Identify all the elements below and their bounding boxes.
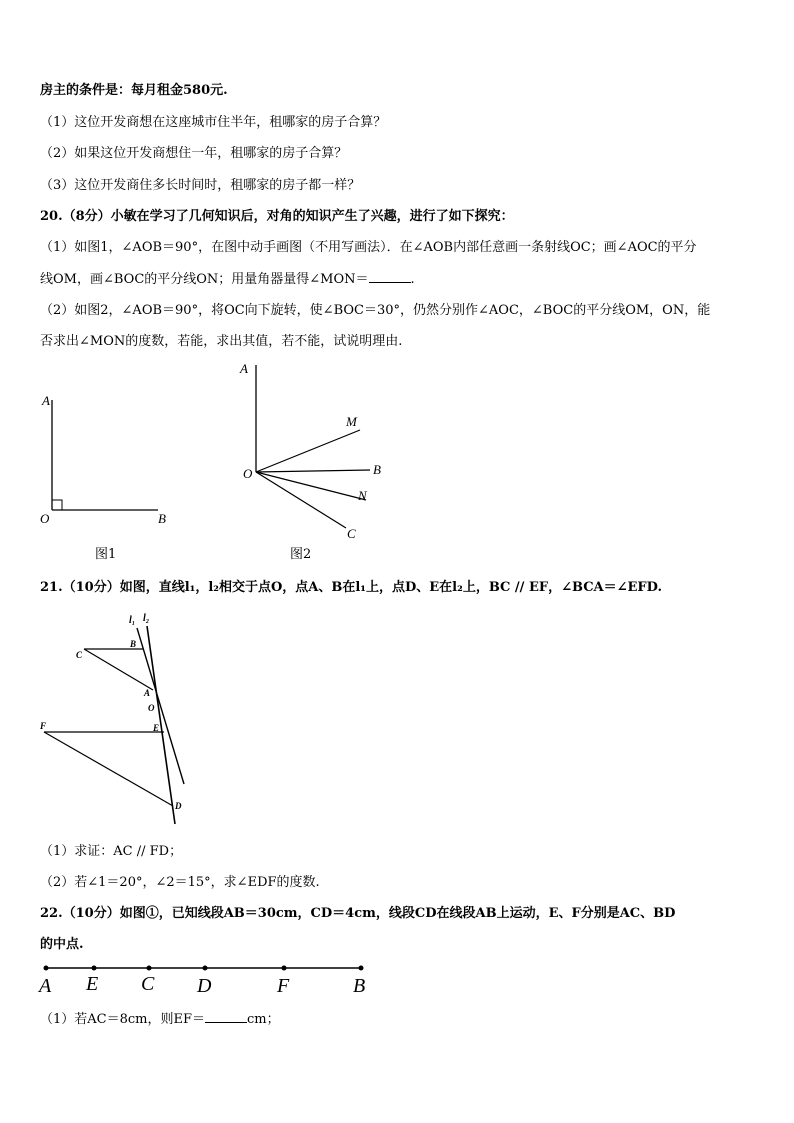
figure2-label-m: M <box>346 414 357 429</box>
figure22-label-a: A <box>39 975 52 997</box>
figure-2-angle-bisectors <box>236 360 396 545</box>
question-22-heading: 22.（10分）如图①，已知线段AB＝30cm，CD＝4cm，线段CD在线段AB上运动，E、F分别是AC、BD <box>40 906 676 921</box>
figure2-label-a: A <box>240 361 248 376</box>
question-20-part1-line1: （1）如图1，∠AOB＝90°，在图中动手画图（不用写画法）．在∠AOB内部任意画一条射线OC；画∠AOC的平分 <box>40 240 697 255</box>
question-20-part1-text: 线OM，画∠BOC的平分线ON；用量角器量得∠MON＝ <box>40 272 369 287</box>
figure2-caption: 图2 <box>290 547 312 562</box>
question-22-part1 <box>40 1010 280 1029</box>
question-22-heading-cont: 的中点. <box>40 937 84 952</box>
question-22-part1-unit: cm； <box>247 1012 280 1027</box>
figure21-label-o: O <box>148 703 155 713</box>
figure21-label-l1: l₁ <box>129 615 136 626</box>
question-22-part1-text: （1）若AC＝8cm，则EF＝ <box>40 1012 205 1027</box>
figure22-label-b: B <box>353 975 366 997</box>
question-20-heading: 20.（8分）小敏在学习了几何知识后，对角的知识产生了兴趣，进行了如下探究： <box>40 209 514 224</box>
figure21-label-c: C <box>76 650 83 660</box>
question-20-part2-line2: 否求出∠MON的度数，若能，求出其值，若不能，试说明理由. <box>40 334 403 349</box>
question-21-part2: （2）若∠1＝20°，∠2＝15°，求∠EDF的度数. <box>40 875 320 890</box>
figure22-label-e: E <box>86 973 99 995</box>
figure-22-segment <box>36 958 376 1000</box>
figure1-label-o: O <box>40 511 50 526</box>
figure21-label-e: E <box>153 723 160 733</box>
figure2-label-o: O <box>243 466 253 481</box>
figure2-label-b: B <box>373 462 381 477</box>
question-19-part2: （2）如果这位开发商想住一年，租哪家的房子合算？ <box>40 146 348 161</box>
question-19-part1: （1）这位开发商想在这座城市住半年，租哪家的房子合算？ <box>40 115 387 130</box>
figure22-label-c: C <box>141 973 155 995</box>
figure-1-right-angle <box>36 390 186 530</box>
question-21-part1: （1）求证：AC // FD； <box>40 844 183 859</box>
question-20-part1-period: . <box>410 272 415 287</box>
figure1-caption: 图1 <box>95 547 117 562</box>
answer-blank-mon[interactable] <box>369 270 411 283</box>
figure2-label-c: C <box>347 526 356 541</box>
figure21-label-l2: l₂ <box>143 613 150 624</box>
figure21-label-a: A <box>144 688 151 698</box>
figure22-label-f: F <box>277 975 290 997</box>
answer-blank-ef[interactable] <box>205 1010 247 1023</box>
figure2-label-n: N <box>358 488 367 503</box>
figure1-label-a: A <box>42 393 50 408</box>
figure21-label-d: D <box>175 801 182 811</box>
figure1-label-b: B <box>158 511 166 526</box>
question-21-heading: 21.（10分）如图，直线l₁，l₂相交于点O，点A、B在l₁上，点D、E在l₂上，BC // EF，∠BCA＝∠EFD. <box>40 580 663 595</box>
question-20-part2-line1: （2）如图2，∠AOB＝90°，将OC向下旋转，使∠BOC＝30°，仍然分别作∠AOC，∠BOC的平分线OM，ON，能 <box>40 303 711 318</box>
question-20-part1-line2 <box>40 270 415 289</box>
text-line-rent: 房主的条件是：每月租金580元. <box>40 83 228 98</box>
question-19-part3: （3）这位开发商住多长时间时，租哪家的房子都一样？ <box>40 178 361 193</box>
figure21-label-f: F <box>40 721 47 731</box>
figure-21-parallel-lines <box>36 610 206 830</box>
figure21-label-b: B <box>130 639 137 649</box>
figure22-label-d: D <box>197 975 212 997</box>
